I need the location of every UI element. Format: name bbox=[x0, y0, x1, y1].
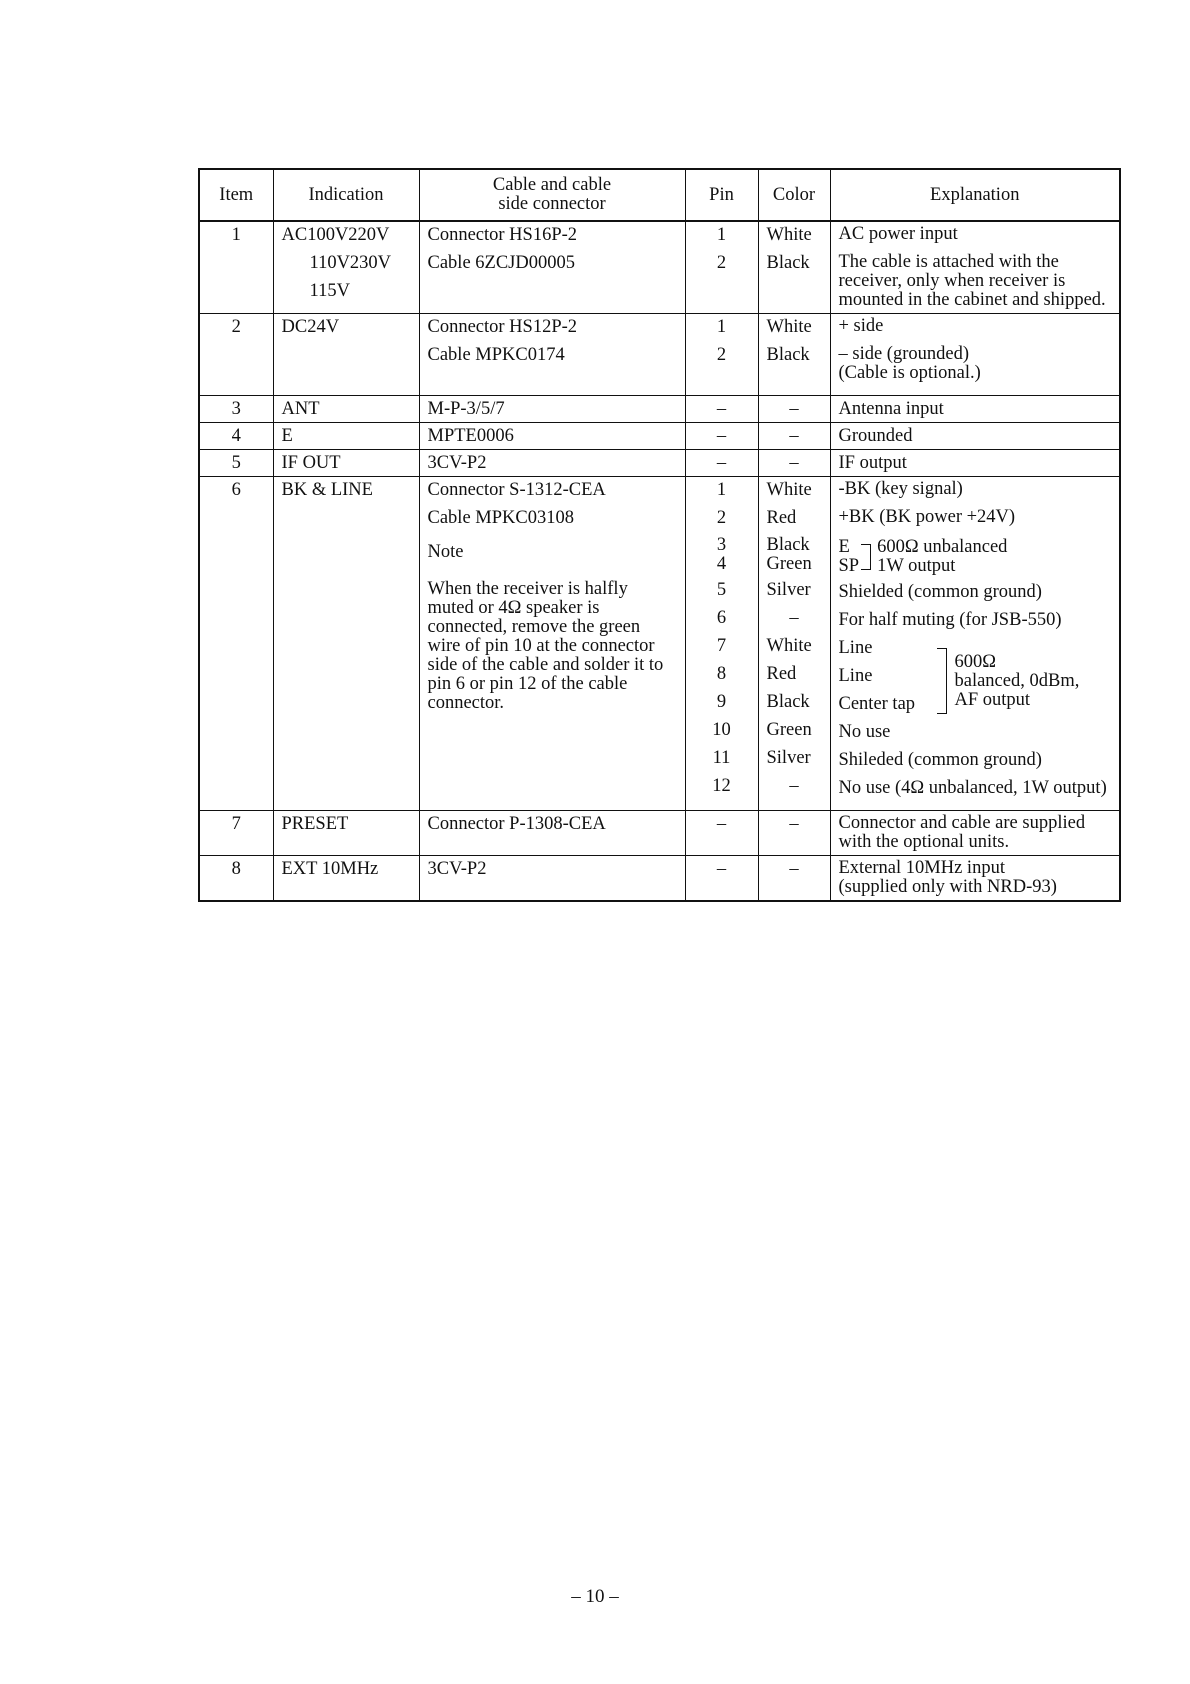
table-row bbox=[199, 314, 1120, 396]
pin-cell: 1 2 3 4 5 6 7 8 9 10 11 12 bbox=[685, 477, 758, 811]
explanation-cell: IF output bbox=[830, 450, 1120, 477]
item-cell: 5 bbox=[199, 450, 273, 477]
note-label: Note bbox=[427, 542, 464, 562]
bracket-icon bbox=[937, 648, 947, 714]
table-row bbox=[199, 477, 1120, 811]
color-cell: – bbox=[758, 856, 830, 902]
indication-cell: E bbox=[273, 423, 419, 450]
item-cell: 4 bbox=[199, 423, 273, 450]
color-cell: White Black bbox=[758, 221, 830, 314]
table-row bbox=[199, 221, 1120, 314]
table-row bbox=[199, 423, 1120, 450]
line-group: Line Line Center tap 600Ω balanced, 0dBm, AF output bbox=[838, 638, 1080, 714]
pin-cell: – bbox=[685, 396, 758, 423]
explanation-cell: AC power input The cable is attached with the receiver, only when receiver is mounted in the cabinet and shipped. bbox=[830, 221, 1120, 314]
color-cell: – bbox=[758, 423, 830, 450]
cable-cell: Connector S-1312-CEA Cable MPKC03108 Note When the receiver is halfly muted or 4Ω speaker is connected, remove the green wire of pin 10 at the connector side of the cable and solder it to pin 6 or pin 12 of the cable connector. bbox=[419, 477, 685, 811]
indication-cell: IF OUT bbox=[273, 450, 419, 477]
note-text: When the receiver is halfly muted or 4Ω speaker is connected, remove the green wire of pin 10 at the connector side of the cable and solder it to pin 6 or pin 12 of the cable connector. bbox=[427, 579, 664, 713]
cable-cell: M-P-3/5/7 bbox=[419, 396, 685, 423]
pin-cell: 1 2 bbox=[685, 314, 758, 396]
item-cell: 3 bbox=[199, 396, 273, 423]
header-item: Item bbox=[199, 169, 273, 221]
pin-cell: 1 2 bbox=[685, 221, 758, 314]
header-pin: Pin bbox=[685, 169, 758, 221]
table-header-row bbox=[199, 169, 1120, 221]
connector-table bbox=[198, 168, 1121, 902]
indication-cell: EXT 10MHz bbox=[273, 856, 419, 902]
item-cell: 6 bbox=[199, 477, 273, 811]
explanation-cell: -BK (key signal) +BK (BK power +24V) E SP 600Ω unbalanced 1W output Shielded (common ground) For half muting (for JSB-550) Line Line Center tap 600Ω balanced, 0dBm, AF output No use Shileded (common ground) No use (4Ω unbalanced, 1W output) bbox=[830, 477, 1120, 811]
color-cell: – bbox=[758, 811, 830, 856]
pin-cell: – bbox=[685, 856, 758, 902]
color-cell: White Black bbox=[758, 314, 830, 396]
indication-cell: PRESET bbox=[273, 811, 419, 856]
explanation-cell: Antenna input bbox=[830, 396, 1120, 423]
item-cell: 2 bbox=[199, 314, 273, 396]
indication-cell: AC100V220V 110V230V 115V bbox=[273, 221, 419, 314]
table-row bbox=[199, 856, 1120, 902]
pin-cell: – bbox=[685, 811, 758, 856]
table-row bbox=[199, 396, 1120, 423]
header-color: Color bbox=[758, 169, 830, 221]
explanation-cell: + side – side (grounded) (Cable is optional.) bbox=[830, 314, 1120, 396]
explanation-cell: External 10MHz input (supplied only with NRD-93) bbox=[830, 856, 1120, 902]
explanation-cell: Grounded bbox=[830, 423, 1120, 450]
pin-cell: – bbox=[685, 450, 758, 477]
cable-cell: Connector HS12P-2 Cable MPKC0174 bbox=[419, 314, 685, 396]
color-cell: White Red Black Green Silver – White Red Black Green Silver – bbox=[758, 477, 830, 811]
page-number: – 10 – bbox=[571, 1586, 619, 1607]
header-cable-line2: side connector bbox=[498, 194, 606, 214]
pin-cell: – bbox=[685, 423, 758, 450]
cable-cell: MPTE0006 bbox=[419, 423, 685, 450]
cable-cell: 3CV-P2 bbox=[419, 856, 685, 902]
color-cell: – bbox=[758, 450, 830, 477]
cable-cell: Connector P-1308-CEA bbox=[419, 811, 685, 856]
cable-cell: 3CV-P2 bbox=[419, 450, 685, 477]
bracket-icon bbox=[861, 544, 871, 570]
header-cable bbox=[419, 169, 685, 221]
header-explanation: Explanation bbox=[830, 169, 1120, 221]
e-sp-group: E SP 600Ω unbalanced 1W output bbox=[838, 537, 1008, 576]
header-cable-line1: Cable and cable bbox=[492, 175, 612, 195]
color-cell: – bbox=[758, 396, 830, 423]
explanation-cell: Connector and cable are supplied with the optional units. bbox=[830, 811, 1120, 856]
item-cell: 1 bbox=[199, 221, 273, 314]
cable-cell: Connector HS16P-2 Cable 6ZCJD00005 bbox=[419, 221, 685, 314]
header-indication: Indication bbox=[273, 169, 419, 221]
indication-cell: DC24V bbox=[273, 314, 419, 396]
item-cell: 7 bbox=[199, 811, 273, 856]
indication-cell: ANT bbox=[273, 396, 419, 423]
item-cell: 8 bbox=[199, 856, 273, 902]
table-row bbox=[199, 450, 1120, 477]
table-row bbox=[199, 811, 1120, 856]
indication-cell: BK & LINE bbox=[273, 477, 419, 811]
